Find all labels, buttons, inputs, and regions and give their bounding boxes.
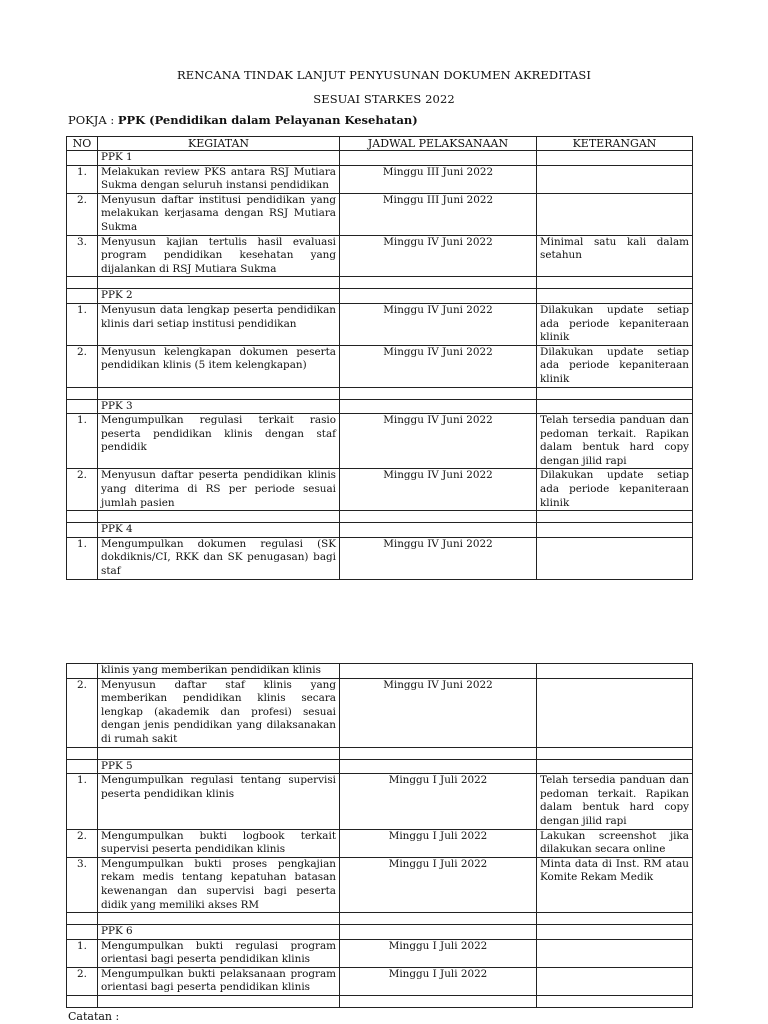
cell-kegiatan: PPK 1: [98, 151, 340, 166]
cell-kegiatan: Mengumpulkan regulasi tentang supervisi peserta pendidikan klinis: [98, 774, 340, 829]
pokja-label: POKJA :: [68, 113, 118, 127]
table-header-row: [67, 137, 693, 151]
cell-no: 1.: [67, 414, 98, 469]
cell-no: [67, 289, 98, 304]
cell-jadwal: Minggu III Juni 2022: [340, 193, 537, 235]
cell-jadwal: Minggu I Juli 2022: [340, 939, 537, 967]
cell-jadwal: [340, 747, 537, 759]
table-row: [67, 996, 693, 1008]
cell-no: 1.: [67, 303, 98, 345]
cell-kegiatan: Menyusun daftar staf klinis yang memberikan pendidikan klinis secara lengkap (akademik dan profesi) sesuai dengan jenis pendidikan yang dilaksanakan di rumah sakit: [98, 678, 340, 747]
cell-jadwal: Minggu IV Juni 2022: [340, 537, 537, 579]
cell-kegiatan: Menyusun kajian tertulis hasil evaluasi program pendidikan kesehatan yang dijalankan di RSJ Mutiara Sukma: [98, 235, 340, 277]
cell-keterangan: [537, 996, 693, 1008]
table-row: [67, 829, 693, 857]
cell-kegiatan: PPK 4: [98, 523, 340, 538]
header-no: NO: [67, 137, 98, 151]
cell-jadwal: [340, 511, 537, 523]
cell-keterangan: Dilakukan update setiap ada periode kepaniteraan klinik: [537, 303, 693, 345]
cell-no: 2.: [67, 678, 98, 747]
header-keterangan: KETERANGAN: [537, 137, 693, 151]
table-row: [67, 523, 693, 538]
cell-jadwal: [340, 523, 537, 538]
cell-kegiatan: [98, 747, 340, 759]
table-row: [67, 913, 693, 925]
cell-no: 1.: [67, 774, 98, 829]
cell-no: 1.: [67, 165, 98, 193]
cell-jadwal: [340, 913, 537, 925]
table-row: [67, 414, 693, 469]
cell-kegiatan: Menyusun data lengkap peserta pendidikan klinis dari setiap institusi pendidikan: [98, 303, 340, 345]
cell-keterangan: [537, 537, 693, 579]
cell-keterangan: [537, 913, 693, 925]
cell-no: [67, 277, 98, 289]
cell-no: [67, 925, 98, 940]
cell-kegiatan: PPK 2: [98, 289, 340, 304]
cell-jadwal: [340, 664, 537, 679]
cell-keterangan: Telah tersedia panduan dan pedoman terkait. Rapikan dalam bentuk hard copy dengan jilid rapi: [537, 414, 693, 469]
cell-no: 2.: [67, 345, 98, 387]
table-row: [67, 511, 693, 523]
notes-label: Catatan :: [68, 1010, 120, 1023]
cell-kegiatan: Menyusun daftar peserta pendidikan klinis yang diterima di RS per periode sesuai jumlah pasien: [98, 469, 340, 511]
cell-keterangan: [537, 165, 693, 193]
table-row: [67, 289, 693, 304]
cell-keterangan: [537, 759, 693, 774]
table-row: [67, 303, 693, 345]
cell-no: 3.: [67, 857, 98, 912]
cell-kegiatan: Mengumpulkan bukti logbook terkait supervisi peserta pendidikan klinis: [98, 829, 340, 857]
table-row: [67, 165, 693, 193]
cell-keterangan: [537, 747, 693, 759]
cell-kegiatan: Mengumpulkan bukti proses pengkajian rekam medis tentang kepatuhan batasan kewenangan dan supervisi bagi peserta didik yang memiliki akses RM: [98, 857, 340, 912]
table-body-page1: [67, 151, 693, 580]
cell-kegiatan: [98, 913, 340, 925]
cell-no: 2.: [67, 193, 98, 235]
table-row: [67, 235, 693, 277]
cell-keterangan: Telah tersedia panduan dan pedoman terkait. Rapikan dalam bentuk hard copy dengan jilid rapi: [537, 774, 693, 829]
cell-jadwal: [340, 387, 537, 399]
cell-no: [67, 913, 98, 925]
cell-jadwal: [340, 925, 537, 940]
cell-jadwal: Minggu IV Juni 2022: [340, 303, 537, 345]
cell-keterangan: Dilakukan update setiap ada periode kepaniteraan klinik: [537, 469, 693, 511]
cell-kegiatan: Mengumpulkan bukti pelaksanaan program orientasi bagi peserta pendidikan klinis: [98, 967, 340, 995]
cell-keterangan: [537, 939, 693, 967]
table-row: [67, 774, 693, 829]
cell-keterangan: [537, 523, 693, 538]
table-row: [67, 925, 693, 940]
cell-keterangan: [537, 289, 693, 304]
table-row: [67, 345, 693, 387]
cell-keterangan: Dilakukan update setiap ada periode kepaniteraan klinik: [537, 345, 693, 387]
document-subtitle: SESUAI STARKES 2022: [313, 92, 455, 106]
cell-kegiatan: [98, 387, 340, 399]
cell-no: 3.: [67, 235, 98, 277]
cell-keterangan: [537, 967, 693, 995]
cell-jadwal: Minggu IV Juni 2022: [340, 345, 537, 387]
table-row: [67, 277, 693, 289]
table-row: [67, 939, 693, 967]
cell-keterangan: Minimal satu kali dalam setahun: [537, 235, 693, 277]
cell-jadwal: [340, 759, 537, 774]
table-row: [67, 857, 693, 912]
cell-keterangan: [537, 399, 693, 414]
table-row: [67, 469, 693, 511]
cell-jadwal: Minggu I Juli 2022: [340, 967, 537, 995]
cell-keterangan: [537, 511, 693, 523]
table-row: [67, 399, 693, 414]
cell-no: 1.: [67, 537, 98, 579]
cell-jadwal: [340, 996, 537, 1008]
cell-jadwal: Minggu III Juni 2022: [340, 165, 537, 193]
cell-keterangan: [537, 193, 693, 235]
cell-keterangan: Minta data di Inst. RM atau Komite Rekam Medik: [537, 857, 693, 912]
cell-no: [67, 759, 98, 774]
cell-no: [67, 399, 98, 414]
cell-jadwal: Minggu I Juli 2022: [340, 857, 537, 912]
cell-no: 1.: [67, 939, 98, 967]
cell-kegiatan: Mengumpulkan bukti regulasi program orientasi bagi peserta pendidikan klinis: [98, 939, 340, 967]
cell-kegiatan: PPK 5: [98, 759, 340, 774]
cell-no: [67, 996, 98, 1008]
pokja-value: PPK (Pendidikan dalam Pelayanan Kesehatan): [117, 113, 418, 127]
cell-kegiatan: Menyusun daftar institusi pendidikan yang melakukan kerjasama dengan RSJ Mutiara Sukma: [98, 193, 340, 235]
cell-kegiatan: Melakukan review PKS antara RSJ Mutiara Sukma dengan seluruh instansi pendidikan: [98, 165, 340, 193]
cell-kegiatan: PPK 3: [98, 399, 340, 414]
document-title: RENCANA TINDAK LANJUT PENYUSUNAN DOKUMEN AKREDITASI: [176, 68, 592, 82]
cell-kegiatan: [98, 277, 340, 289]
cell-kegiatan: [98, 511, 340, 523]
cell-keterangan: [537, 387, 693, 399]
pokja-line: [68, 113, 418, 127]
table-row: [67, 151, 693, 166]
table-row: [67, 759, 693, 774]
cell-keterangan: [537, 277, 693, 289]
cell-jadwal: Minggu IV Juni 2022: [340, 414, 537, 469]
cell-kegiatan: PPK 6: [98, 925, 340, 940]
cell-jadwal: [340, 277, 537, 289]
action-plan-table-page2: [66, 663, 693, 1008]
cell-kegiatan: Menyusun kelengkapan dokumen peserta pendidikan klinis (5 item kelengkapan): [98, 345, 340, 387]
cell-no: [67, 523, 98, 538]
cell-jadwal: Minggu IV Juni 2022: [340, 235, 537, 277]
cell-no: [67, 747, 98, 759]
table-row: [67, 678, 693, 747]
table-row: [67, 387, 693, 399]
cell-jadwal: [340, 289, 537, 304]
cell-kegiatan: Mengumpulkan regulasi terkait rasio peserta pendidikan klinis dengan staf pendidik: [98, 414, 340, 469]
header-kegiatan: KEGIATAN: [98, 137, 340, 151]
cell-jadwal: [340, 151, 537, 166]
cell-kegiatan: [98, 996, 340, 1008]
table-row: [67, 537, 693, 579]
cell-no: 2.: [67, 829, 98, 857]
cell-jadwal: Minggu IV Juni 2022: [340, 678, 537, 747]
table-body-page2: [67, 664, 693, 1008]
table-row: [67, 747, 693, 759]
cell-no: [67, 387, 98, 399]
cell-keterangan: [537, 925, 693, 940]
cell-jadwal: Minggu I Juli 2022: [340, 829, 537, 857]
table-row: [67, 664, 693, 679]
table-row: [67, 193, 693, 235]
cell-no: [67, 151, 98, 166]
header-jadwal: JADWAL PELAKSANAAN: [340, 137, 537, 151]
cell-keterangan: Lakukan screenshot jika dilakukan secara online: [537, 829, 693, 857]
cell-jadwal: Minggu I Juli 2022: [340, 774, 537, 829]
cell-jadwal: Minggu IV Juni 2022: [340, 469, 537, 511]
cell-no: 2.: [67, 967, 98, 995]
cell-kegiatan: klinis yang memberikan pendidikan klinis: [98, 664, 340, 679]
cell-no: 2.: [67, 469, 98, 511]
cell-no: [67, 664, 98, 679]
cell-keterangan: [537, 151, 693, 166]
cell-keterangan: [537, 678, 693, 747]
cell-jadwal: [340, 399, 537, 414]
cell-kegiatan: Mengumpulkan dokumen regulasi (SK dokdiknis/CI, RKK dan SK penugasan) bagi staf: [98, 537, 340, 579]
table-row: [67, 967, 693, 995]
action-plan-table-page1: [66, 136, 693, 580]
cell-keterangan: [537, 664, 693, 679]
cell-no: [67, 511, 98, 523]
